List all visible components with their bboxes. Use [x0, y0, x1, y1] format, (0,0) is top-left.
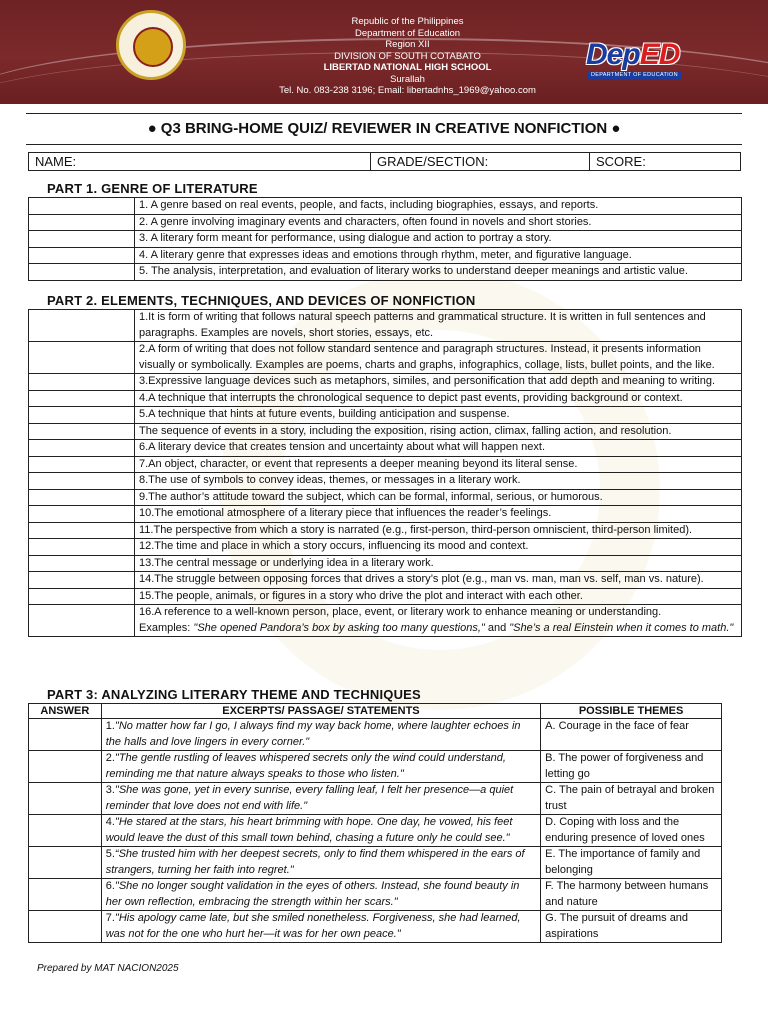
excerpt-number: 1.	[105, 720, 115, 732]
school-seal-logo	[116, 10, 186, 80]
letterhead-text	[250, 16, 565, 97]
question-cell: 10.The emotional atmosphere of a literary piece that influences the reader’s feelings.	[135, 506, 742, 523]
question-cell: 4.A technique that interrupts the chronological sequence to depict past events, providing background or context.	[135, 390, 742, 407]
excerpts-header: EXCERPTS/ PASSAGE/ STATEMENTS	[101, 704, 540, 719]
answer-cell[interactable]	[29, 456, 135, 473]
answer-cell[interactable]	[29, 374, 135, 391]
answer-cell[interactable]	[29, 605, 135, 637]
table-row	[29, 719, 722, 751]
table-row	[29, 847, 722, 879]
part3-table	[28, 703, 722, 943]
question-cell: 11.The perspective from which a story is narrated (e.g., first-person, third-person omniscient, third-person limited).	[135, 522, 742, 539]
answer-cell[interactable]	[29, 911, 102, 943]
part1-table	[28, 197, 742, 281]
answer-cell[interactable]	[29, 264, 135, 281]
table-row	[29, 247, 742, 264]
table-row	[29, 489, 742, 506]
question-cell: 15.The people, animals, or figures in a story who drive the plot and interact with each other.	[135, 588, 742, 605]
question-cell: 14.The struggle between opposing forces that drives a story’s plot (e.g., man vs. man, man vs. self, man vs. nature).	[135, 572, 742, 589]
table-row	[29, 522, 742, 539]
answer-cell[interactable]	[29, 555, 135, 572]
answer-cell[interactable]	[29, 231, 135, 248]
excerpt-cell	[101, 847, 540, 879]
question-cell: 4. A literary genre that expresses ideas and emotions through rhythm, meter, and figurative language.	[135, 247, 742, 264]
question-cell: 2.A form of writing that does not follow standard sentence and paragraph structures. Instead, it presents information visually or symbolically. Examples are poems, charts and graphs, infographics, collage, lists, bullet points, and the like.	[135, 342, 742, 374]
answer-cell[interactable]	[29, 588, 135, 605]
answer-cell[interactable]	[29, 247, 135, 264]
item16-lead: 16.A reference to a well-known person, place, event, or literary work to enhance meaning or understanding.	[139, 606, 662, 618]
excerpt-number: 3.	[105, 784, 115, 796]
excerpt-number: 5.	[105, 848, 115, 860]
answer-cell[interactable]	[29, 522, 135, 539]
theme-cell: G. The pursuit of dreams and aspirations	[541, 911, 722, 943]
table-row	[29, 783, 722, 815]
table-row	[29, 423, 742, 440]
item16-examples-label: Examples:	[139, 621, 194, 634]
answer-cell[interactable]	[29, 473, 135, 490]
table-row	[29, 374, 742, 391]
theme-cell: E. The importance of family and belonging	[541, 847, 722, 879]
answer-cell[interactable]	[29, 214, 135, 231]
excerpt-quote: "She no longer sought validation in the eyes of others. Instead, she found beauty in her own reflection, embracing the strength within her scars."	[105, 880, 520, 908]
excerpt-cell	[101, 815, 540, 847]
table-row	[29, 198, 742, 215]
question-cell: 9.The author’s attitude toward the subject, which can be formal, informal, serious, or humorous.	[135, 489, 742, 506]
answer-cell[interactable]	[29, 572, 135, 589]
question-cell: 1. A genre based on real events, people, and facts, including biographies, essays, and reports.	[135, 198, 742, 215]
excerpt-cell	[101, 879, 540, 911]
table-row	[29, 815, 722, 847]
school-name: LIBERTAD NATIONAL HIGH SCHOOL	[323, 62, 492, 73]
theme-cell: A. Courage in the face of fear	[541, 719, 722, 751]
table-row	[29, 440, 742, 457]
table-row	[29, 588, 742, 605]
question-cell: 1.It is form of writing that follows natural speech patterns and grammatical structure. It is written in full sentences and paragraphs. Examples are novels, short stories, essays, etc.	[135, 310, 742, 342]
question-cell	[135, 605, 742, 637]
theme-cell: F. The harmony between humans and nature	[541, 879, 722, 911]
table-row	[29, 231, 742, 248]
answer-cell[interactable]	[29, 407, 135, 424]
question-cell: 8.The use of symbols to convey ideas, themes, or messages in a literary work.	[135, 473, 742, 490]
score-field[interactable]: SCORE:	[590, 153, 741, 171]
student-info-table	[28, 152, 741, 171]
answer-cell[interactable]	[29, 506, 135, 523]
question-cell: 13.The central message or underlying idea in a literary work.	[135, 555, 742, 572]
answer-cell[interactable]	[29, 815, 102, 847]
excerpt-number: 7.	[105, 912, 115, 924]
table-row	[29, 506, 742, 523]
school-contact: Tel. No. 083-238 3196; Email: libertadnhs_1969@yahoo.com	[279, 85, 536, 96]
excerpt-number: 6.	[105, 880, 115, 892]
prepared-by: Prepared by MAT NACION2025	[37, 963, 179, 974]
header-line-2: Department of Education	[354, 27, 461, 39]
excerpt-cell	[101, 783, 540, 815]
question-cell: 5. The analysis, interpretation, and evaluation of literary works to understand deeper meanings and artistic value.	[135, 264, 742, 281]
theme-cell: D. Coping with loss and the enduring presence of loved ones	[541, 815, 722, 847]
seal-emblem-icon	[133, 27, 173, 67]
question-cell: 6.A literary device that creates tension and uncertainty about what will happen next.	[135, 440, 742, 457]
table-row	[29, 572, 742, 589]
header-line-1: Republic of the Philippines	[351, 16, 464, 27]
table-row	[29, 605, 742, 637]
excerpt-quote: "The gentle rustling of leaves whispered secrets only the wind could understand, reminding me that nature always speaks to those who listen."	[105, 752, 506, 780]
question-cell: 2. A genre involving imaginary events and characters, often found in novels and short stories.	[135, 214, 742, 231]
table-row	[29, 879, 722, 911]
table-row	[29, 456, 742, 473]
table-header-row	[29, 704, 722, 719]
answer-cell[interactable]	[29, 879, 102, 911]
answer-cell[interactable]	[29, 342, 135, 374]
theme-cell: C. The pain of betrayal and broken trust	[541, 783, 722, 815]
deped-logo-red: ED	[639, 38, 680, 71]
excerpt-quote: "His apology came late, but she smiled nonetheless. Forgiveness, she had learned, was not for the one who hurt her—it was for her own peace."	[105, 912, 521, 940]
excerpt-number: 2.	[105, 752, 115, 764]
excerpt-quote: "No matter how far I go, I always find my way back home, where laughter echoes in the halls and love lingers in every corner."	[105, 720, 521, 748]
deped-logo-blue: Dep	[586, 38, 640, 71]
deped-logo	[586, 38, 696, 82]
excerpt-cell	[101, 911, 540, 943]
answer-header: ANSWER	[29, 704, 102, 719]
part2-table	[28, 309, 742, 637]
excerpt-number: 4.	[105, 816, 115, 828]
item16-quote-1: "She opened Pandora’s box by asking too many questions,"	[193, 621, 485, 634]
table-row	[29, 555, 742, 572]
answer-cell[interactable]	[29, 719, 102, 751]
question-cell: 3.Expressive language devices such as metaphors, similes, and personification that add depth and meaning to writing.	[135, 374, 742, 391]
table-row	[29, 751, 722, 783]
question-cell: 12.The time and place in which a story occurs, influencing its mood and context.	[135, 539, 742, 556]
school-town: Surallah	[390, 73, 425, 85]
table-row	[29, 473, 742, 490]
table-row	[29, 214, 742, 231]
part1-title: PART 1. GENRE OF LITERATURE	[47, 181, 258, 196]
answer-cell[interactable]	[29, 198, 135, 215]
question-cell: 3. A literary form meant for performance, using dialogue and action to portray a story.	[135, 231, 742, 248]
table-row	[29, 342, 742, 374]
header-line-4: DIVISION OF SOUTH COTABATO	[334, 50, 481, 62]
header-line-3: Region XII	[385, 39, 430, 50]
name-field[interactable]: NAME:	[29, 153, 371, 171]
answer-cell[interactable]	[29, 847, 102, 879]
quiz-title: ● Q3 BRING-HOME QUIZ/ REVIEWER IN CREATIVE NONFICTION ●	[26, 113, 742, 145]
table-row	[29, 264, 742, 281]
table-row	[29, 539, 742, 556]
question-cell: The sequence of events in a story, including the exposition, rising action, climax, falling action, and resolution.	[135, 423, 742, 440]
themes-header: POSSIBLE THEMES	[541, 704, 722, 719]
excerpt-cell	[101, 751, 540, 783]
theme-cell: B. The power of forgiveness and letting go	[541, 751, 722, 783]
excerpt-cell	[101, 719, 540, 751]
answer-cell[interactable]	[29, 783, 102, 815]
answer-cell[interactable]	[29, 539, 135, 556]
answer-cell[interactable]	[29, 440, 135, 457]
excerpt-quote: "He stared at the stars, his heart brimming with hope. One day, he vowed, his feet would leave the dust of this small town behind, chasing a future only he could see."	[105, 816, 513, 844]
table-row	[29, 911, 722, 943]
letterhead-banner	[0, 0, 768, 104]
answer-cell[interactable]	[29, 310, 135, 342]
grade-section-field[interactable]: GRADE/SECTION:	[371, 153, 590, 171]
answer-cell[interactable]	[29, 489, 135, 506]
answer-cell[interactable]	[29, 390, 135, 407]
part2-title: PART 2. ELEMENTS, TECHNIQUES, AND DEVICES OF NONFICTION	[47, 293, 476, 308]
excerpt-quote: “She trusted him with her deepest secrets, only to find them whispered in the ears of strangers, turning her faith into regret."	[105, 848, 525, 876]
table-row	[29, 407, 742, 424]
table-row	[29, 310, 742, 342]
question-cell: 5.A technique that hints at future events, building anticipation and suspense.	[135, 407, 742, 424]
item16-quote-2: "She’s a real Einstein when it comes to math."	[509, 621, 734, 634]
answer-cell[interactable]	[29, 423, 135, 440]
question-cell: 7.An object, character, or event that represents a deeper meaning beyond its literal sense.	[135, 456, 742, 473]
part3-title: PART 3: ANALYZING LITERARY THEME AND TECHNIQUES	[47, 687, 421, 702]
item16-and: and	[484, 621, 510, 634]
deped-logo-sub: DEPARTMENT OF EDUCATION	[588, 71, 681, 79]
table-row	[29, 390, 742, 407]
answer-cell[interactable]	[29, 751, 102, 783]
excerpt-quote: "She was gone, yet in every sunrise, every falling leaf, I felt her presence—a quiet reminder that love does not end with life."	[105, 784, 514, 812]
